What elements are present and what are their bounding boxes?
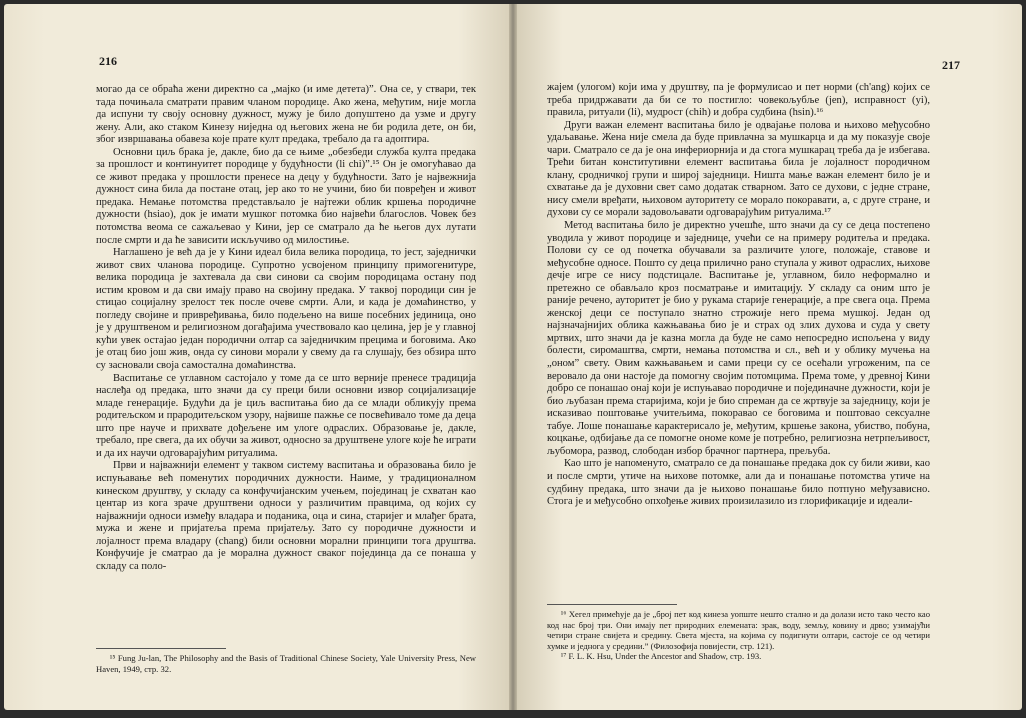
- footnote: ¹⁶ Хегел примећује да је „број пет код кинеза уопште нешто стално и да долази исто тако често као код нас број три. Они имају пет природних елемената: зрак, воду, земљу, ковину и дрво; узимају̂ћи четири стране свијета и средину. Света мјеста, на којима су подигнути олтари, састоје се од четири хумке и једнога у средини.” (Филозофија повијести, стр. 121).: [547, 609, 930, 651]
- paragraph: Васпитање се углавном састојало у томе да се што верније пренесе традиција наслеђа од предака, што значи да су преци били основни извор социјализације младе генерације. Будући да је циљ васпитања био да се млади обликују према родитељском и прародитељском узору, највише пажње се посвећивало томе да деца што пре науче и прихвате дођељене им улоге одраслих. Образовање је, дакле, требало, пре свега, да их обучи за живот, односно за друштвене улоге које ће играти и да их научи одговарајућим ритуалима.: [96, 372, 476, 459]
- right-page: [517, 4, 1022, 710]
- footnote: ¹⁷ F. L. K. Hsu, Under the Ancestor and Shadow, стр. 193.: [560, 651, 762, 661]
- body-text: [547, 82, 930, 509]
- book-gutter: [509, 4, 517, 710]
- footnotes: [547, 594, 930, 662]
- left-page: [4, 4, 509, 710]
- body-text: [96, 84, 476, 573]
- paragraph: Наглашено је већ да је у Кини идеал била велика породица, то јест, заједнички живот свих чланова породице. Супротно усвојеном принципу примогенитуре, велика породица је захтевала да сви синови са својим породицама остану под истим кровом и да сви имају право на својину предака. У таквој породици син је стицао социјалну зрелост тек после очеве смрти. Али, и када је домаћинство, у погледу својине и привређивања, било подељено на више посебних јединица, оно је у друштвеном и религиозном догађајима учествовало као целина, јер је у главној кући увек остајао један породични олтар са заједничким прецима и боговима. Ако је отац био још жив, онда су синови морали у свему да га слушају, без обзира што су засновали своја самостална домаћинства.: [96, 247, 476, 372]
- footnotes: [96, 638, 476, 674]
- footnote: ¹⁵ Fung Ju-lan, The Philosophy and the Basis of Traditional Chinese Society, Yale University Press, New Haven, 1949, стр. 32.: [96, 653, 476, 674]
- paragraph: могао да се обраћа жени директно са „мајко (и име детета)”. Она се, у ствари, тек тада почињала сматрати правим чланом породице. Ако жена, међутим, није могла да испуни ту своју основну дужност, мужу је било допуштено да узме и другу жену. Али, ако стаком Кинезу ниједна од његових жена не би родила дете, он би, због извршавања обавеза које прате култ предака, требало да га адоптира.: [96, 84, 476, 146]
- paragraph: Основни циљ брака је, дакле, био да се њиме „обезбеди служба култа предака за прошлост и континуитет породице у будућности (li chi)”.¹⁵ Он је омогућавао да се живот предака у прошлости пренесе на децу у будућности. Зато је највежнија дужност сина била да постане отац, јер ако то не учини, био би повређен и живот предака. Немање потомства представљало је најтежи облик кршења породичне дужности (hsiao), док је имати мушког потомка био највећи благослов. Човек без потомства веома се сажаљевао у Кини, јер се сматрало да ће његов дух лутати после смрти и да ће зависити искључиво од милостиње.: [96, 146, 476, 246]
- footnote-divider: [547, 604, 677, 605]
- paragraph: Метод васпитања било је директно учешће, што значи да су се деца постепено уводила у живот породице и заједнице, учећи се на примеру родитеља и предака. Полови су се од почетка обучавали за различите улоге, положаје, ставове и међусобне односе. Пошто су деца прилично рано ступала у живот одраслих, њихове дечје игре се нису подстицале. Васпитање је, углавном, било неформално и претежно се обављало кроз посматрање и имитацију. У складу са оним што је раније речено, ауторитет је био у рукама старије генерације, а пре свега оца. Према женској деци се поступало знатно строжије него према мушкој. Један од најзначајнијих облика кажњавања био је и страх од злих духова и суда у свету мртвих, што значи да је казна могла да буде не само непосредно испољена у виду болести, сиромаштва, смрти, немања потомства и сл., већ и у облику мучења на „оном” свету. Овим кажњавањем и сами преци су се осећали угроженим, па се веровало да они настоје да помогну својим потомцима. Према томе, у древној Кини добро се понашао онај који је испуњавао породичне и појединачне дужности, који је био љубазан према старијима, који је био спреман да се жртвује за заједницу, који је исказивао поштовање учитељима, покоравао се боговима и поштовао сексуалне табуе. Лоше понашање карактерисало је, међутим, кршење закона, убиство, побуна, коцкање, одбијање да се помогне ономе коме је потребно, религиозна нетрпељивост, љубомора, развод, слободан избор брачног партнера, прељуба.: [547, 220, 930, 457]
- paragraph: жајем (улогом) који има у друштву, па је формулисао и пет норми (ch'ang) којих се треба придржавати да би се то постигло: човекољубље (jen), исправност (yi), правила, ритуали (li), мудрост (chih) и добра судбина (hsin).¹⁶: [547, 82, 930, 119]
- paragraph: Други важан елемент васпитања било је одвајање полова и њихово међусобно удаљавање. Жена није смела да буде привлачна за мушкарца и да му показује своје чари. Сматрало се да је она инфериорнија и да стога мушкарац треба да је избегава. Трећи битан конститутивни елемент васпитања била је лојалност породичном клану, сродничкој групи и широј заједници. Ништа мање важан елемент било је и схватање да је духовни свет само додатак стварном. Зато се духови, с једне стране, нису смели вређати, њиховом ауторитету се морало покоравати, а, с друге стране, и духови су се морали задовољавати одговарајућим ритуалима.¹⁷: [547, 119, 930, 219]
- page-number: 217: [942, 58, 960, 72]
- page-number: 216: [99, 54, 117, 68]
- paragraph: Први и најважнији елемент у таквом систему васпитања и образовања било је испуњавање већ поменутих породичних дужности. Наиме, у традиционалном кинеском друштву, у складу са конфучијанским учењем, појединац је схватан као центар из кога зраче друштвени односи у различитим правцима, од којих су најважнији односи између владара и поданика, оца и сина, старијег и млађег брата, мужа и жене и пријатеља према пријатељу. Зато су породичне дужности и лојалност према владару (chang) били основни морални принципи тога друштва. Конфучије је сматрао да је морална дужност сваког појединца да се понаша у складу са поло-: [96, 460, 476, 572]
- footnote-divider: [96, 648, 226, 649]
- paragraph: Као што је напоменуто, сматрало се да понашање предака док су били живи, као и после смрти, утиче на њихове потомке, али да и понашање потомства утиче на судбину предака, што значи да је њихово понашање било потпуно међузависно. Стога је и међусобно опхођење живих произилазило из глорификације и идеали-: [547, 458, 930, 508]
